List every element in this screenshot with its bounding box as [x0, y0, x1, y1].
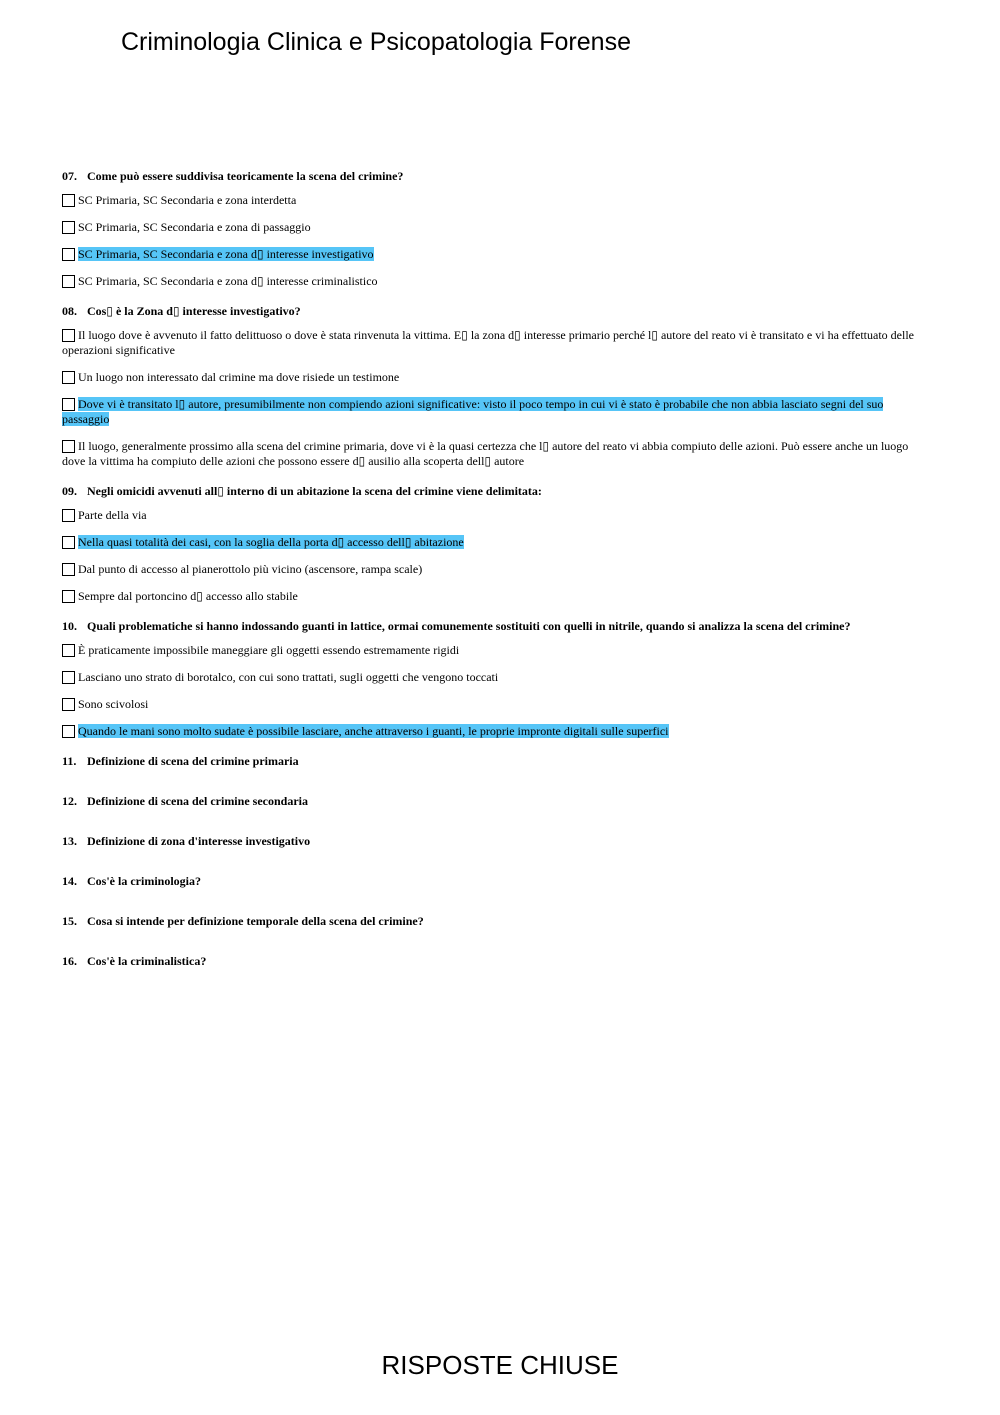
question-13: [62, 833, 928, 850]
answer-option[interactable]: [62, 670, 928, 685]
question-number: 09.: [62, 484, 77, 498]
checkbox[interactable]: [62, 275, 75, 288]
checkbox[interactable]: [62, 194, 75, 207]
checkbox[interactable]: [62, 563, 75, 576]
checkbox[interactable]: [62, 371, 75, 384]
answer-option[interactable]: [62, 193, 928, 208]
answer-text: Il luogo dove è avvenuto il fatto delittuoso o dove è stata rinvenuta la vittima. E▯ la zona d▯ interesse primario perché l▯ autore del reato vi è transitato e vi ha effettuato delle operazioni significative: [62, 328, 914, 357]
question-10: [62, 618, 928, 739]
question-label: Negli omicidi avvenuti all▯ interno di un abitazione la scena del crimine viene delimitata:: [87, 484, 542, 498]
answer-text: Dal punto di accesso al pianerottolo più vicino (ascensore, rampa scale): [78, 562, 423, 576]
answer-option[interactable]: [62, 328, 928, 358]
answer-text-highlighted: Dove vi è transitato l▯ autore, presumibilmente non compiendo azioni significative: visto il poco tempo in cui vi è stato è probabile che non abbia lasciato segni del suo passaggio: [62, 397, 884, 426]
answer-text: SC Primaria, SC Secondaria e zona di passaggio: [78, 220, 311, 234]
question-list: [62, 168, 928, 993]
question-number: 14.: [62, 874, 77, 888]
page-footer: RISPOSTE CHIUSE: [381, 1350, 619, 1380]
answer-option[interactable]: [62, 247, 928, 262]
checkbox[interactable]: [62, 698, 75, 711]
question-text: [62, 873, 928, 890]
question-text: [62, 483, 928, 500]
question-08: [62, 303, 928, 469]
question-label: Definizione di scena del crimine secondaria: [87, 794, 308, 808]
checkbox[interactable]: [62, 536, 75, 549]
page-title: Criminologia Clinica e Psicopatologia Forense: [121, 28, 631, 56]
answer-option[interactable]: [62, 562, 928, 577]
question-number: 16.: [62, 954, 77, 968]
answer-option[interactable]: [62, 508, 928, 523]
question-09: [62, 483, 928, 604]
answer-text: Il luogo, generalmente prossimo alla scena del crimine primaria, dove vi è la quasi certezza che l▯ autore del reato vi abbia compiuto delle azioni. Può essere anche un luogo dove la vittima ha compiuto delle azioni che possono essere d▯ ausilio alla scoperta dell▯ autore: [62, 439, 909, 468]
question-text: [62, 618, 928, 635]
answer-option[interactable]: [62, 397, 928, 427]
answer-text: SC Primaria, SC Secondaria e zona interdetta: [78, 193, 297, 207]
answer-option[interactable]: [62, 274, 928, 289]
answer-option[interactable]: [62, 370, 928, 385]
answer-text-highlighted: SC Primaria, SC Secondaria e zona d▯ interesse investigativo: [78, 247, 374, 261]
question-07: [62, 168, 928, 289]
question-12: [62, 793, 928, 810]
answer-text-highlighted: Quando le mani sono molto sudate è possibile lasciare, anche attraverso i guanti, le proprie impronte digitali sulle superfici: [78, 724, 669, 738]
question-number: 08.: [62, 304, 77, 318]
checkbox[interactable]: [62, 725, 75, 738]
question-label: Quali problematiche si hanno indossando guanti in lattice, ormai comunemente sostituiti con quelli in nitrile, quando si analizza la scena del crimine?: [87, 619, 851, 633]
question-14: [62, 873, 928, 890]
question-text: [62, 793, 928, 810]
answer-text: Un luogo non interessato dal crimine ma dove risiede un testimone: [78, 370, 400, 384]
question-number: 15.: [62, 914, 77, 928]
checkbox[interactable]: [62, 671, 75, 684]
answer-option[interactable]: [62, 220, 928, 235]
answer-text: È praticamente impossibile maneggiare gli oggetti essendo estremamente rigidi: [78, 643, 460, 657]
question-number: 07.: [62, 169, 77, 183]
answer-text: Parte della via: [78, 508, 147, 522]
checkbox[interactable]: [62, 248, 75, 261]
question-text: [62, 833, 928, 850]
answer-option[interactable]: [62, 643, 928, 658]
question-label: Come può essere suddivisa teoricamente la scena del crimine?: [87, 169, 404, 183]
question-label: Cos▯ è la Zona d▯ interesse investigativo?: [87, 304, 301, 318]
answer-option[interactable]: [62, 439, 928, 469]
question-11: [62, 753, 928, 770]
question-text: [62, 303, 928, 320]
answer-text-highlighted: Nella quasi totalità dei casi, con la soglia della porta d▯ accesso dell▯ abitazione: [78, 535, 464, 549]
question-text: [62, 953, 928, 970]
checkbox[interactable]: [62, 398, 75, 411]
answer-option[interactable]: [62, 535, 928, 550]
question-number: 13.: [62, 834, 77, 848]
answer-text: SC Primaria, SC Secondaria e zona d▯ interesse criminalistico: [78, 274, 378, 288]
question-label: Cosa si intende per definizione temporale della scena del crimine?: [87, 914, 424, 928]
question-number: 12.: [62, 794, 77, 808]
question-15: [62, 913, 928, 930]
answer-text: Sono scivolosi: [78, 697, 149, 711]
answer-option[interactable]: [62, 724, 928, 739]
question-label: Cos'è la criminalistica?: [87, 954, 207, 968]
question-label: Cos'è la criminologia?: [87, 874, 201, 888]
checkbox[interactable]: [62, 221, 75, 234]
checkbox[interactable]: [62, 329, 75, 342]
question-16: [62, 953, 928, 970]
question-text: [62, 753, 928, 770]
answer-text: Lasciano uno strato di borotalco, con cui sono trattati, sugli oggetti che vengono toccati: [78, 670, 499, 684]
question-label: Definizione di scena del crimine primaria: [87, 754, 299, 768]
question-text: [62, 168, 928, 185]
question-label: Definizione di zona d'interesse investigativo: [87, 834, 311, 848]
checkbox[interactable]: [62, 440, 75, 453]
question-number: 11.: [62, 754, 77, 768]
answer-option[interactable]: [62, 697, 928, 712]
checkbox[interactable]: [62, 590, 75, 603]
question-number: 10.: [62, 619, 77, 633]
question-text: [62, 913, 928, 930]
checkbox[interactable]: [62, 644, 75, 657]
checkbox[interactable]: [62, 509, 75, 522]
answer-option[interactable]: [62, 589, 928, 604]
answer-text: Sempre dal portoncino d▯ accesso allo stabile: [78, 589, 298, 603]
